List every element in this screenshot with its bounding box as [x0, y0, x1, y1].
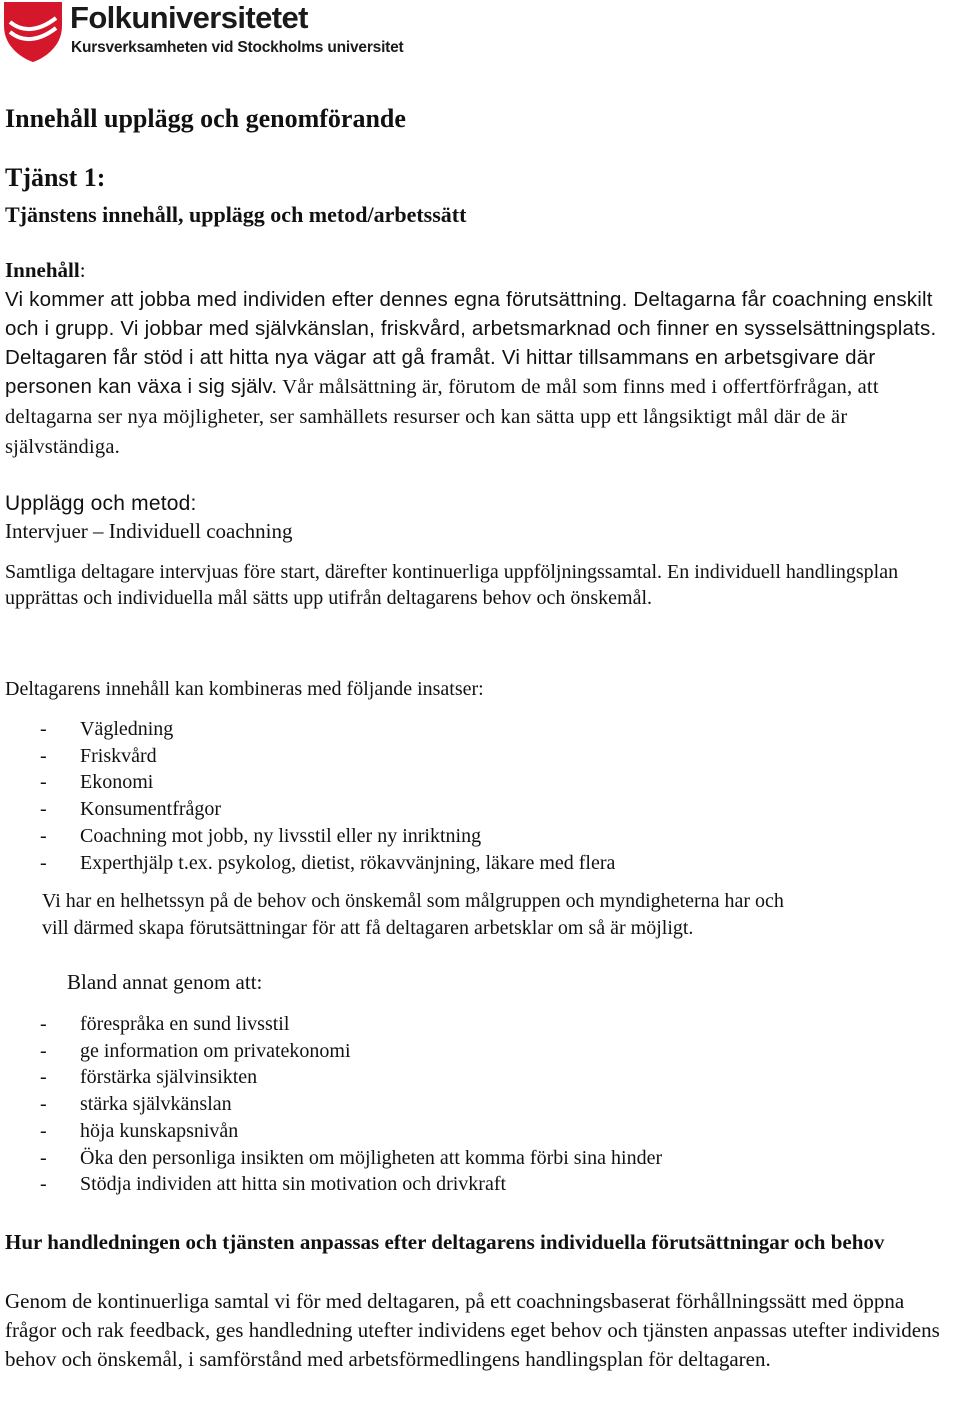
combine-list-item: [40, 850, 615, 877]
list-dash: -: [40, 1013, 47, 1035]
among-list-item-text: höja kunskapsnivån: [80, 1119, 239, 1142]
list-dash: -: [40, 744, 47, 767]
combine-list: [40, 716, 615, 876]
method-subheading: Intervjuer – Individuell coachning: [5, 519, 293, 543]
list-dash: -: [40, 1146, 47, 1169]
among-heading: Bland annat genom att:: [67, 970, 263, 994]
adapt-paragraph: Genom de kontinuerliga samtal vi för med deltagaren, på ett coachningsbaserat förhållningssätt med öppna frågor och rak feedback, ges handledning utefter individens eget behov och tjänsten anpassas utefter individens behov och önskemål, i samförstånd med arbetsförmedlingens handlingsplan för deltagaren.: [5, 1289, 940, 1371]
combine-list-item: [40, 769, 615, 796]
combine-list-item-text: Friskvård: [80, 744, 157, 767]
list-dash: -: [40, 1093, 47, 1116]
combine-list-item-text: Konsumentfrågor: [80, 798, 222, 821]
folkuniversitetet-logo: [4, 2, 444, 64]
list-dash: -: [40, 798, 47, 821]
combine-intro: Deltagarens innehåll kan kombineras med följande insatser:: [5, 678, 484, 700]
combine-list-item: [40, 716, 615, 743]
among-list-item: [40, 1171, 662, 1198]
combine-list-item-text: Vägledning: [80, 718, 174, 740]
content-text-a: Vi kommer att jobba med individen efter dennes egna förutsättning. Deltagarna får coachning enskilt och i grupp. Vi jobbar med självkänslan, friskvård, arbetsmarknad och finner en sysselsättningsplats. Deltagaren får stöd i att hitta nya vägar att gå framåt. Vi hittar tillsammans en arbetsgivare där personen kan växa i sig själv.: [5, 288, 937, 398]
method-heading: Upplägg och metod:: [5, 492, 197, 515]
list-dash: -: [40, 1173, 47, 1196]
among-list-item: [40, 1011, 662, 1038]
holistic-text-line-1: Vi har en helhetssyn på de behov och önskemål som målgruppen och myndigheterna har och: [42, 890, 784, 912]
holistic-text-line-2: vill därmed skapa förutsättningar för att få deltagaren arbetsklar om så är möjligt.: [42, 917, 694, 939]
content-heading: Innehåll: [5, 258, 80, 282]
list-dash: -: [40, 771, 47, 794]
combine-list-item: [40, 743, 615, 770]
combine-list-item-text: Ekonomi: [80, 771, 154, 794]
among-list-item: [40, 1064, 662, 1091]
content-heading-line: [5, 258, 86, 283]
among-list-item-text: förstärka självinsikten: [80, 1066, 258, 1089]
among-list-item: [40, 1118, 662, 1145]
content-heading-colon: :: [79, 258, 86, 282]
among-list-item: [40, 1091, 662, 1118]
combine-list-item-text: Coachning mot jobb, ny livsstil eller ny inriktning: [80, 824, 482, 847]
list-dash: -: [40, 1066, 47, 1089]
among-list-item: [40, 1145, 662, 1172]
adapt-heading: Hur handledningen och tjänsten anpassas efter deltagarens individuella förutsättningar och behov: [5, 1230, 885, 1254]
list-dash: -: [40, 1119, 47, 1142]
service-label: Tjänst 1:: [5, 163, 106, 192]
content-paragraph: [5, 285, 960, 462]
list-dash: -: [40, 718, 47, 740]
list-dash: -: [40, 851, 47, 874]
among-list-item-text: Öka den personliga insikten om möjligheten att komma förbi sina hinder: [80, 1146, 663, 1169]
content-text-b: Vår målsättning är, förutom de mål som finns med i offertförfrågan, att deltagarna ser nya möjligheter, ser samhällets resurser och kan sätta upp ett långsiktigt mål där de är självständiga.: [5, 376, 879, 458]
combine-list-item: [40, 823, 615, 850]
combine-list-item-text: Experthjälp t.ex. psykolog, dietist, rökavvänjning, läkare med flera: [80, 851, 616, 874]
among-list: [40, 1011, 662, 1198]
list-dash: -: [40, 824, 47, 847]
main-heading: Innehåll upplägg och genomförande: [5, 104, 406, 133]
logo-subtitle: Kursverksamheten vid Stockholms universitet: [71, 39, 404, 56]
service-subheading: Tjänstens innehåll, upplägg och metod/arbetssätt: [5, 202, 467, 227]
folkuniversitetet-emblem-icon: [4, 2, 62, 62]
combine-list-item: [40, 796, 615, 823]
among-list-item-text: förespråka en sund livsstil: [80, 1013, 290, 1035]
among-list-item-text: Stödja individen att hitta sin motivation och drivkraft: [80, 1173, 507, 1196]
among-list-item-text: ge information om privatekonomi: [80, 1039, 351, 1062]
logo-title: Folkuniversitetet: [70, 0, 308, 35]
method-paragraph: Samtliga deltagare intervjuas före start, därefter kontinuerliga uppföljningssamtal. En individuell handlingsplan upprättas och individuella mål sätts upp utifrån deltagarens behov och önskemål.: [5, 561, 899, 609]
among-list-item: [40, 1038, 662, 1065]
list-dash: -: [40, 1039, 47, 1062]
among-list-item-text: stärka självkänslan: [80, 1093, 232, 1116]
